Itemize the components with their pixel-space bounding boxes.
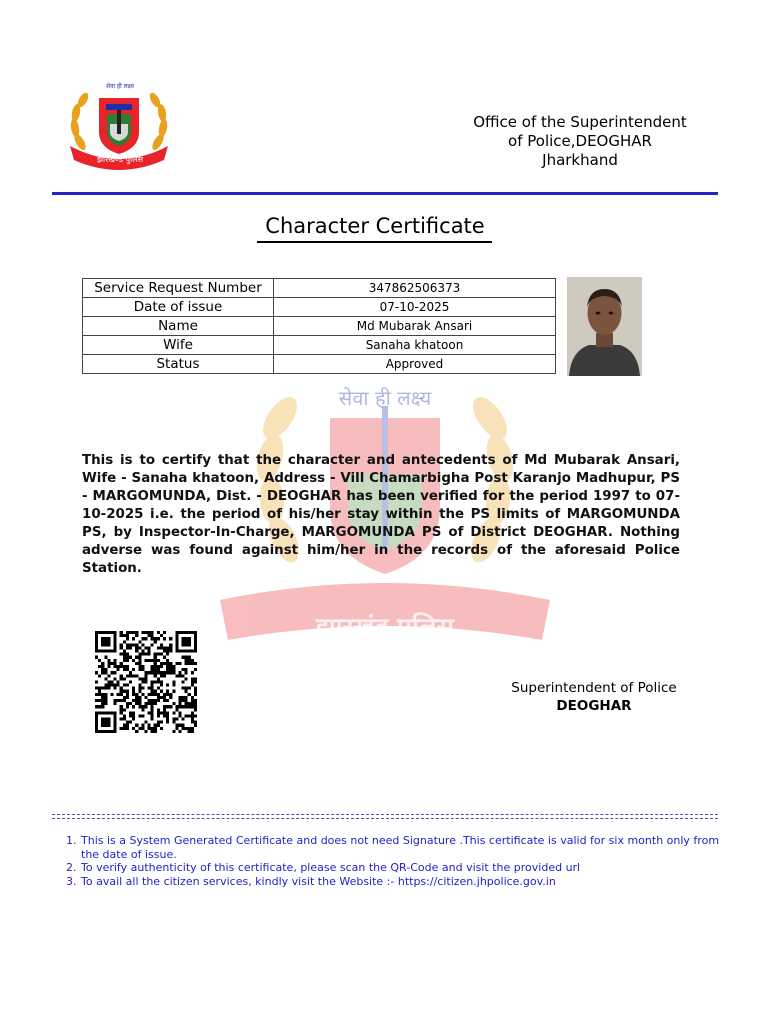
table-row — [83, 355, 556, 374]
field-value: Approved — [274, 355, 556, 374]
note-number: 2. — [66, 861, 77, 874]
table-row — [83, 298, 556, 317]
emblem-ribbon-text: झारखण्ड पुलिस — [96, 155, 143, 164]
emblem-motto: सेवा ही लक्ष्य — [106, 83, 134, 90]
signatory-place: DEOGHAR — [556, 698, 632, 714]
table-row — [83, 336, 556, 355]
applicant-photo — [567, 277, 642, 376]
footer-notes — [66, 834, 726, 888]
office-line-2: of Police,DEOGHAR — [508, 132, 652, 150]
office-line-1: Office of the Superintendent — [473, 113, 687, 131]
verification-qr-code[interactable] — [95, 631, 197, 733]
office-heading — [430, 113, 730, 170]
certificate-title: Character Certificate — [265, 214, 485, 238]
note-text: To verify authenticity of this certificate, please scan the QR-Code and visit the provided url — [81, 861, 581, 874]
field-value: Md Mubarak Ansari — [274, 317, 556, 336]
title-underline — [257, 241, 492, 243]
person-portrait-icon — [567, 277, 642, 376]
signatory-designation: Superintendent of Police — [511, 680, 677, 696]
note-text: To avail all the citizen services, kindly visit the Website :- https://citizen.jhpolice.gov.in — [81, 874, 556, 888]
field-value: Sanaha khatoon — [274, 336, 556, 355]
footer-divider-bottom — [52, 818, 718, 819]
header-divider — [52, 192, 718, 195]
watermark-motto: सेवा ही लक्ष्य — [338, 386, 432, 410]
footer-divider-top — [52, 814, 718, 815]
note-number: 1. — [66, 834, 77, 847]
signatory-block — [474, 679, 714, 715]
field-value: 07-10-2025 — [274, 298, 556, 317]
watermark-ribbon-text: झारखंड पुलिस — [316, 613, 454, 643]
certificate-body-text: This is to certify that the character and antecedents of Md Mubarak Ansari, Wife - Sanaha khatoon, Address - Vill Chamarbigha Post Karanjo Madhupur, PS - MARGOMUNDA, Dist. - DEOGHAR has been verified for the period 1997 to 07-10-2025 i.e. the period of his/her stay within the PS limits of MARGOMUNDA PS, by Inspector-In-Charge, MARGOMUNDA PS of District DEOGHAR. Nothing adverse was found against him/her in the records of the aforesaid Police Station. — [82, 453, 680, 576]
table-row — [83, 317, 556, 336]
field-label: Name — [83, 317, 274, 336]
footer-note — [66, 834, 726, 861]
footer-note — [66, 861, 726, 875]
field-label: Date of issue — [83, 298, 274, 317]
certificate-details-table — [82, 278, 556, 374]
field-label: Wife — [83, 336, 274, 355]
note-number: 3. — [66, 874, 77, 888]
note-text: This is a System Generated Certificate and does not need Signature .This certificate is valid for six month only from the date of issue. — [81, 834, 720, 861]
field-label: Service Request Number — [83, 279, 274, 298]
table-row — [83, 279, 556, 298]
footer-note — [66, 875, 726, 889]
field-label: Status — [83, 355, 274, 374]
office-line-3: Jharkhand — [542, 151, 618, 169]
field-value: 347862506373 — [274, 279, 556, 298]
